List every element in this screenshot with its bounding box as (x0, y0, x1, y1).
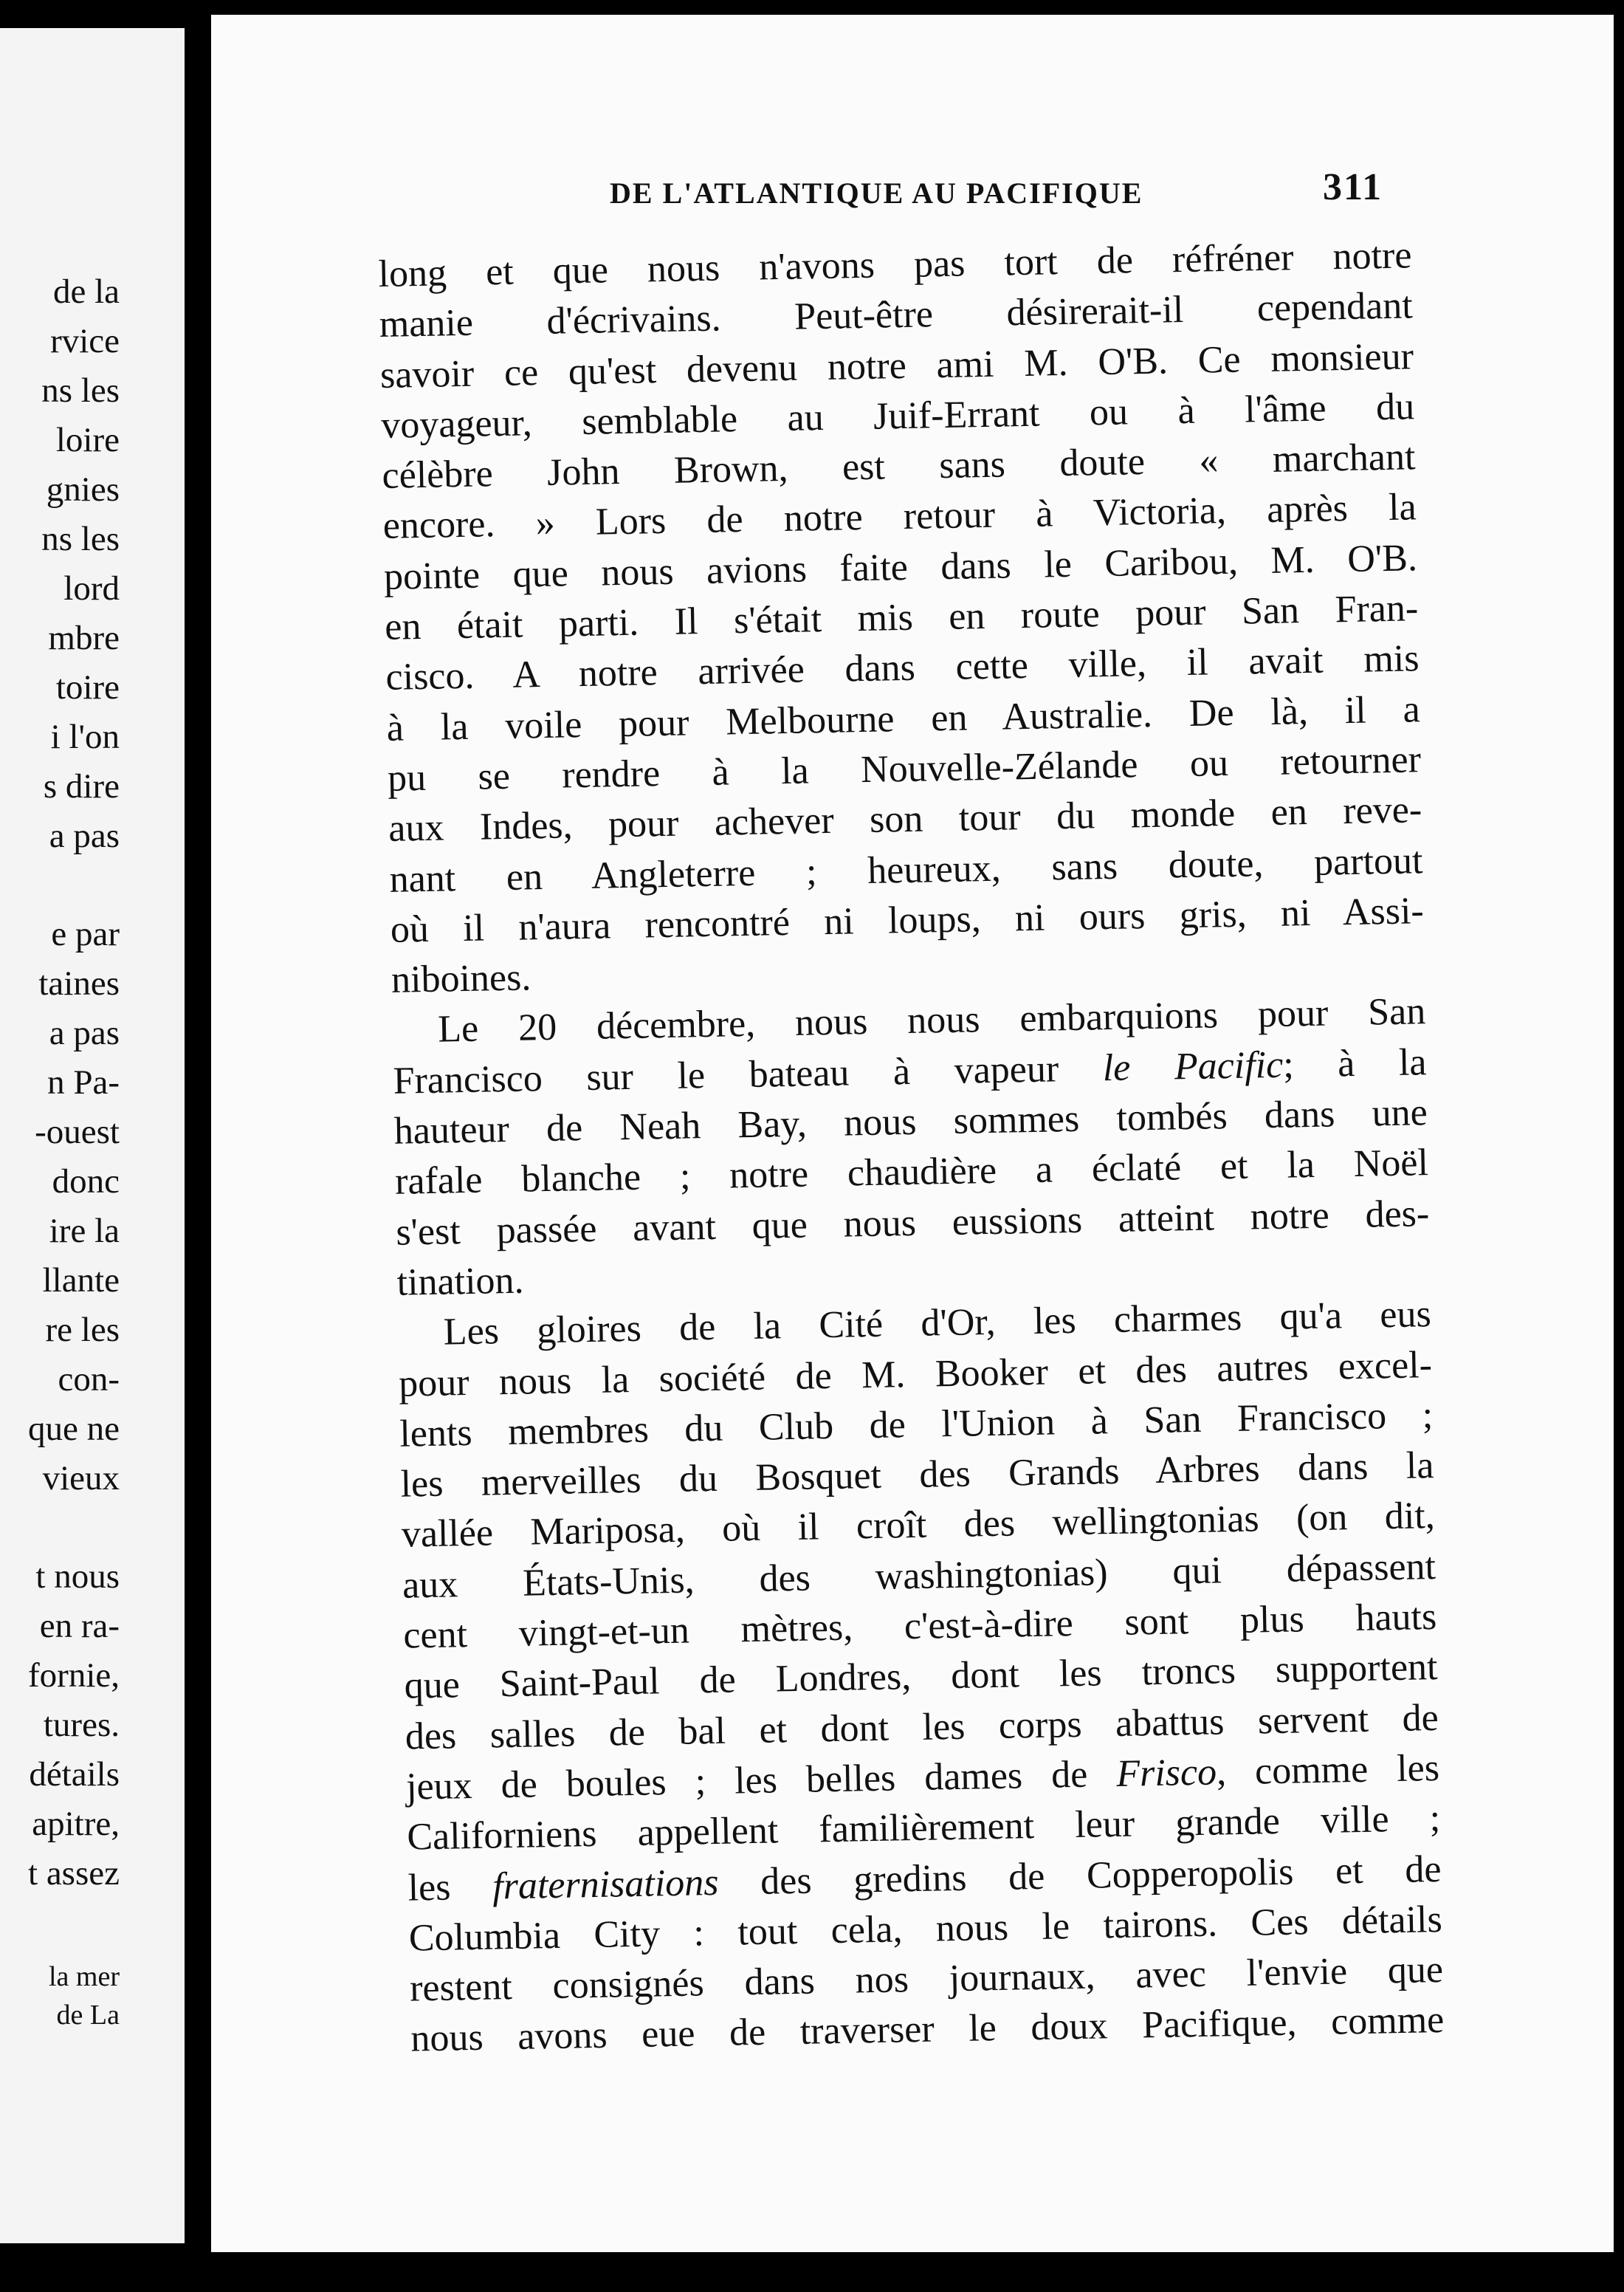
running-head: DE L'ATLANTIQUE AU PACIFIQUE (610, 176, 1143, 210)
text-line: restent consignés dans nos journaux, avec l'envie que (409, 1949, 1444, 2010)
left-page-line: n Pa- (47, 1063, 120, 1102)
fraternisations-italic: fraternisations (492, 1861, 719, 1908)
text-line: pointe que nous avions faite dans le Caribou, M. O'B. (383, 537, 1418, 598)
left-page-line: mbre (48, 619, 120, 657)
text-line: les merveilles du Bosquet des Grands Arbres dans la (400, 1444, 1434, 1506)
left-page-line: détails (29, 1755, 120, 1794)
page-number: 311 (1323, 166, 1383, 208)
left-page-line: s dire (43, 767, 120, 806)
left-page-line: con- (58, 1360, 120, 1399)
left-page-line: llante (42, 1261, 120, 1300)
text-run: ; à la (1282, 1040, 1427, 1086)
text-line: Californiens appellent familièrement leur grande ville ; (406, 1797, 1441, 1859)
text-line: en était parti. Il s'était mis en route pour San Fran- (384, 587, 1419, 648)
left-page-line: a pas (49, 817, 120, 855)
text-line: nant en Angleterre ; heureux, sans doute, partout (389, 839, 1423, 901)
left-page-line: ns les (41, 371, 120, 410)
text-line: à la voile pour Melbourne en Australie. De là, il a (386, 687, 1421, 749)
left-page-line: e par (51, 915, 120, 953)
left-page-line: ire la (49, 1212, 120, 1250)
frisco-italic: Frisco (1115, 1751, 1217, 1795)
left-page-line: rvice (50, 322, 120, 360)
text-line: lents membres du Club de l'Union à San Francisco ; (399, 1393, 1434, 1455)
text-line: pu se rendre à la Nouvelle-Zélande ou retourner (387, 738, 1422, 800)
text-line: niboines. (390, 956, 531, 1001)
left-page-line: fornie, (28, 1656, 120, 1695)
left-page-line: toire (55, 668, 120, 707)
previous-page-fragment (0, 28, 185, 2243)
text-line: voyageur, semblable au Juif-Errant ou à l'âme du (380, 385, 1415, 447)
left-page-line: apitre, (32, 1805, 120, 1843)
left-page-line: que ne (28, 1410, 120, 1448)
text-line: Columbia City : tout cela, nous le tairons. Ces détails (408, 1898, 1443, 1960)
left-page-line: loire (55, 421, 120, 459)
text-line: cent vingt-et-un mètres, c'est-à-dire sont plus hauts (402, 1596, 1437, 1657)
left-page-line: a pas (49, 1014, 120, 1052)
text-run: jeux de boules ; les belles dames de (405, 1753, 1088, 1808)
text-run: , comme les (1216, 1746, 1440, 1794)
left-page-line: lord (63, 569, 120, 608)
text-line: des salles de bal et dont les corps abattus servent de (405, 1696, 1439, 1758)
text-run: des gredins de Copperopolis et de (718, 1847, 1442, 1904)
text-line: encore. » Lors de notre retour à Victoria, après la (382, 486, 1417, 548)
text-line: s'est passée avant que nous eussions atteint notre des- (395, 1192, 1430, 1254)
left-page-footnote: de La (56, 2000, 120, 2031)
text-line: Le 20 décembre, nous nous embarquions pour San (437, 990, 1426, 1051)
text-line: tination. (396, 1259, 525, 1304)
left-page-line: en ra- (39, 1607, 120, 1645)
text-line: cisco. A notre arrivée dans cette ville, il avait mis (385, 637, 1420, 699)
left-page-line: i l'on (50, 718, 120, 756)
paragraph-2 (392, 987, 1431, 1308)
text-line: hauteur de Neah Bay, nous sommes tombés dans une (393, 1091, 1428, 1153)
left-page-line: de la (52, 272, 120, 311)
text-line: long et que nous n'avons pas tort de réfréner notre (378, 234, 1412, 295)
left-page-line: ns les (41, 520, 120, 558)
text-line: manie d'écrivains. Peut-être désirerait-il cependant (379, 284, 1414, 346)
left-page-line: tures. (43, 1706, 120, 1744)
body-text (378, 230, 1445, 2065)
text-line: aux Indes, pour achever son tour du monde en reve- (388, 789, 1422, 851)
left-page-line: gnies (46, 470, 120, 509)
text-run: les (407, 1866, 451, 1910)
text-line: célèbre John Brown, est sans doute « marchant (382, 436, 1416, 498)
book-page (211, 15, 1614, 2252)
left-page-line: t nous (35, 1557, 120, 1596)
text-line: aux États-Unis, des washingtonias) qui dépassent (402, 1545, 1437, 1607)
left-page-line: -ouest (35, 1113, 120, 1151)
left-page-line: t assez (28, 1854, 120, 1893)
left-page-line: vieux (42, 1459, 120, 1497)
text-line: que Saint-Paul de Londres, dont les troncs supportent (404, 1646, 1438, 1707)
left-page-line: donc (52, 1162, 120, 1201)
text-run: Francisco sur le bateau à vapeur (393, 1048, 1059, 1102)
text-line: nous avons eue de traverser le doux Pacifique, comme (410, 1999, 1445, 2060)
text-line: où il n'aura rencontré ni loups, ni ours gris, ni Assi- (390, 890, 1425, 951)
left-page-line: re les (45, 1311, 120, 1349)
text-line: Les gloires de la Cité d'Or, les charmes qu'a eus (443, 1293, 1432, 1353)
book-gutter (185, 0, 211, 2292)
left-page-line: taines (38, 964, 120, 1003)
paragraph-1 (378, 230, 1425, 1006)
text-line: rafale blanche ; notre chaudière a éclaté et la Noël (394, 1142, 1429, 1204)
ship-name-italic: le Pacific (1102, 1043, 1284, 1089)
text-line: savoir ce qu'est devenu notre ami M. O'B. Ce monsieur (379, 334, 1414, 397)
text-line: pour nous la société de M. Booker et des autres excel- (398, 1343, 1433, 1405)
text-line: vallée Mariposa, où il croît des wellingtonias (on dit, (401, 1495, 1436, 1557)
left-page-footnote: la mer (48, 1961, 120, 1992)
paragraph-3 (397, 1289, 1445, 2065)
